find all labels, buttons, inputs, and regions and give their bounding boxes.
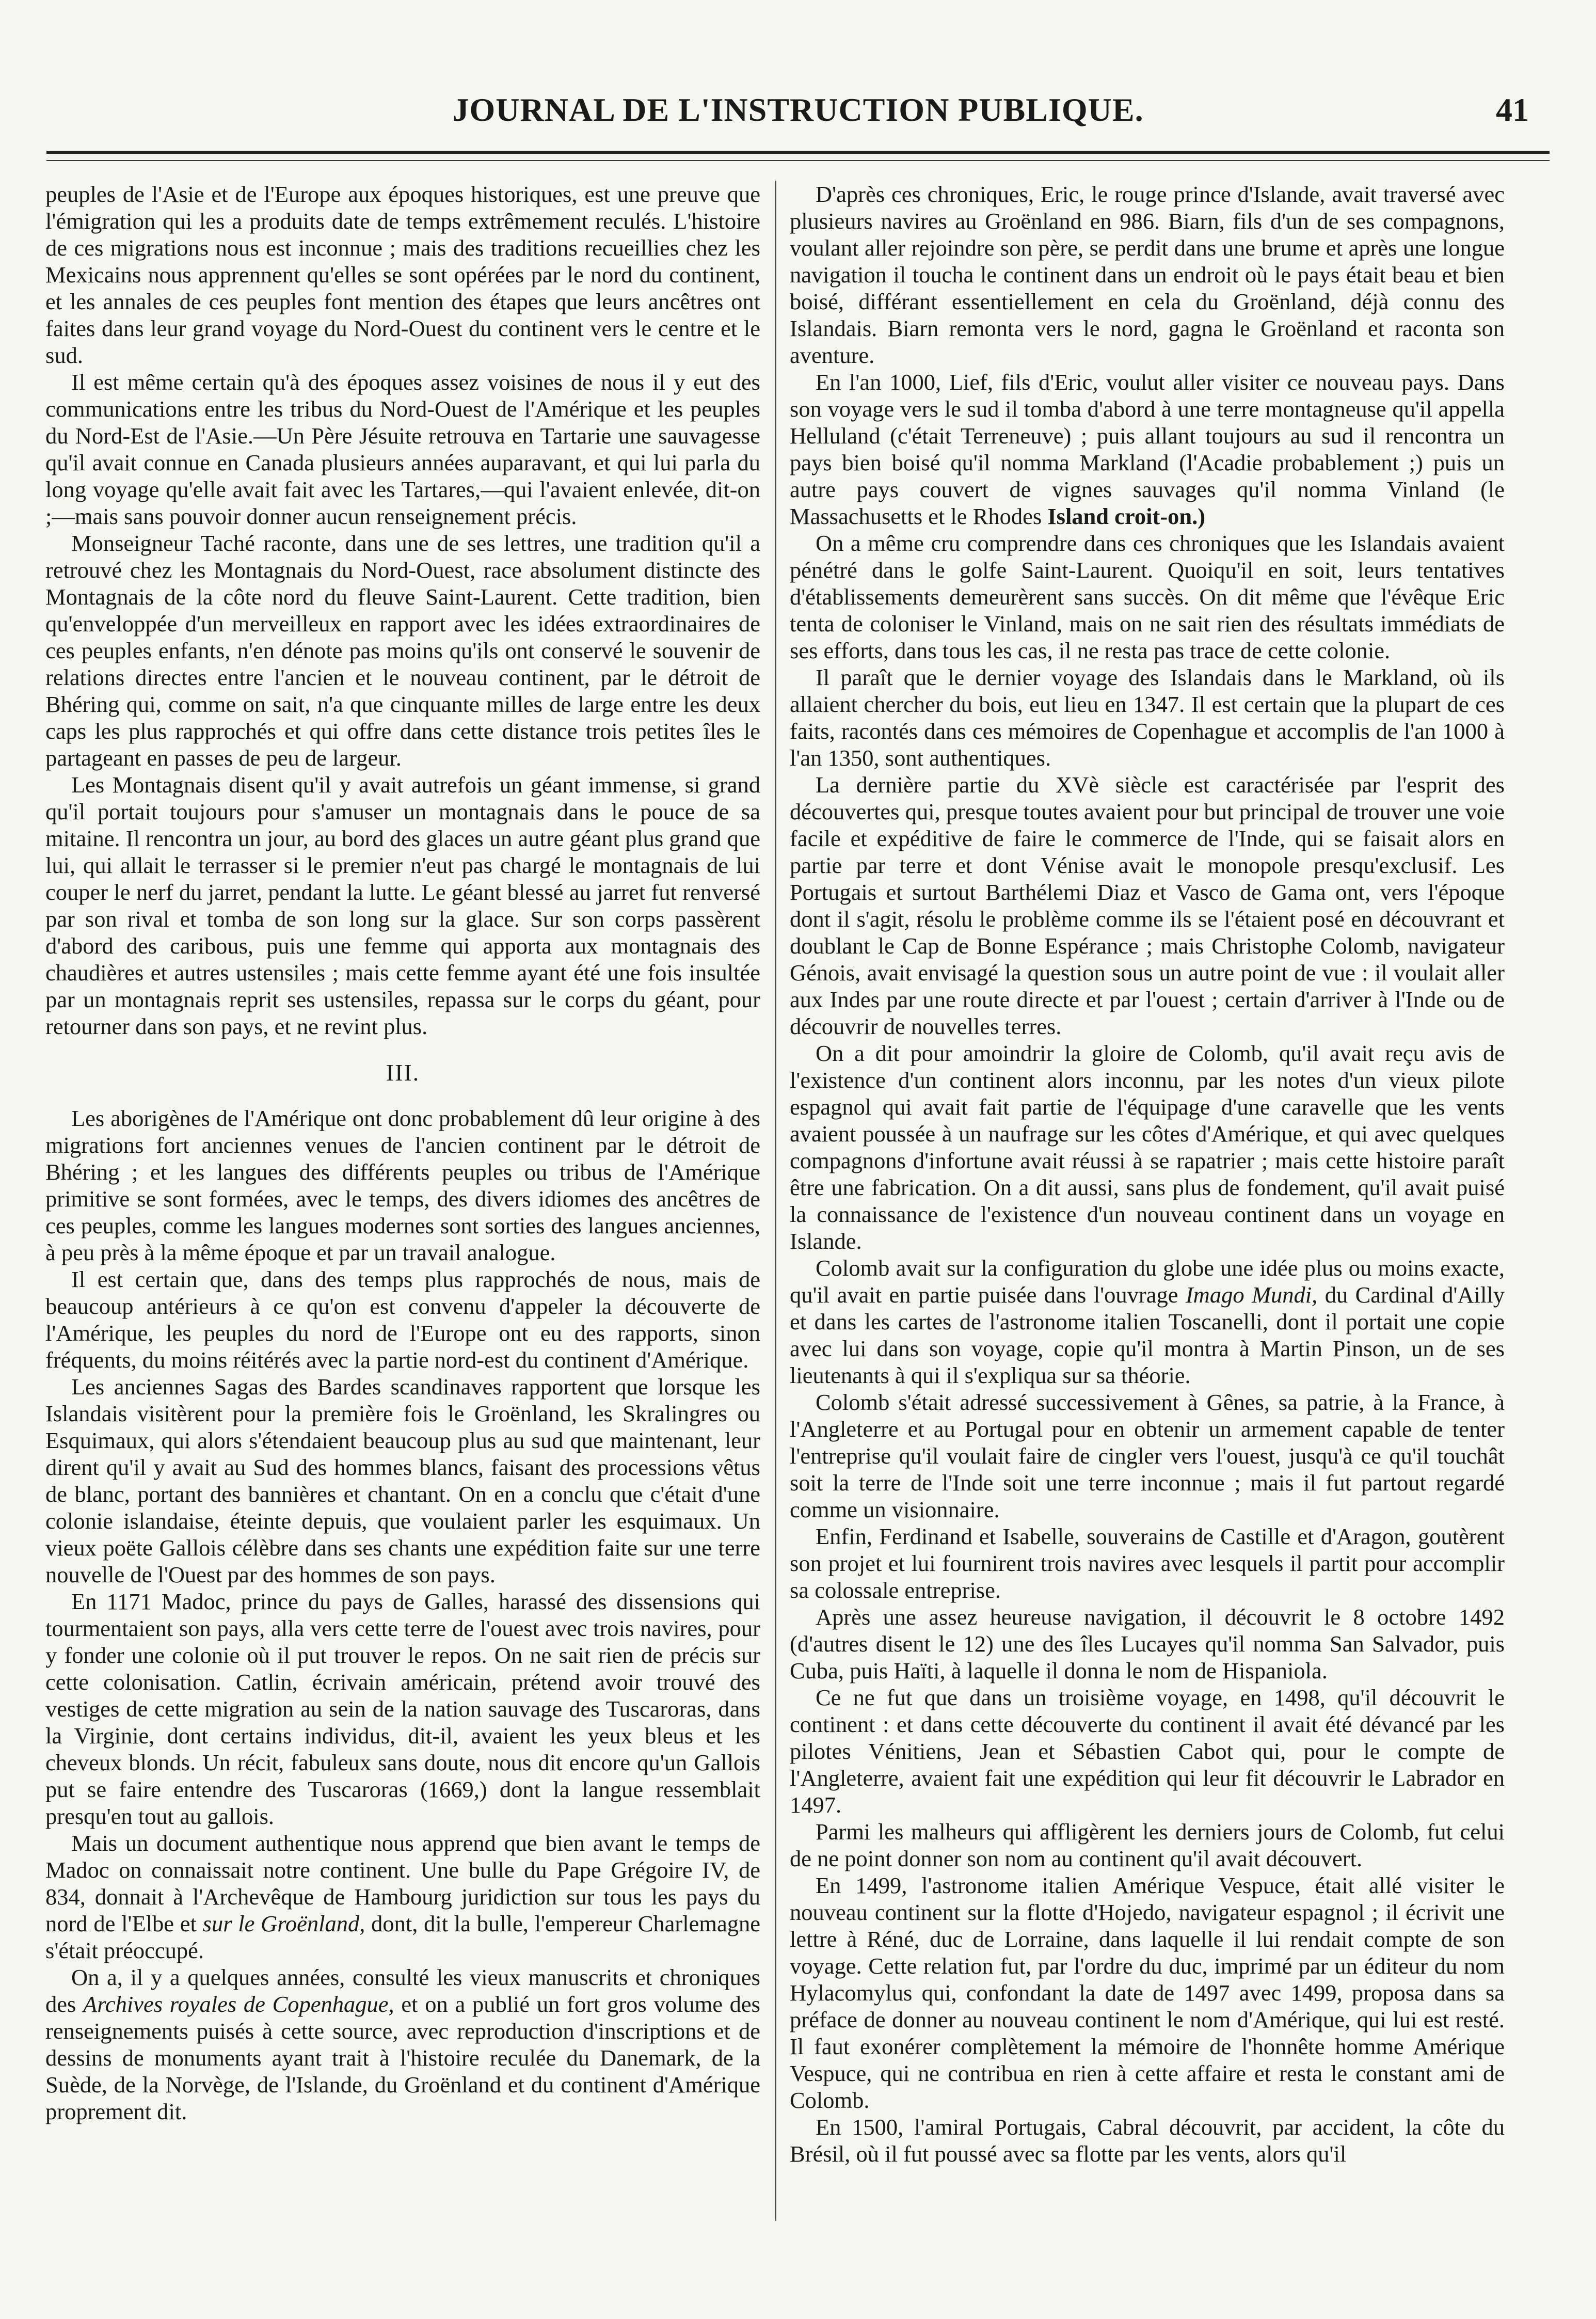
paragraph: D'après ces chroniques, Eric, le rouge prince d'Islande, avait traversé avec plusieurs navires au Groënland en 986. Biarn, fils d'un de ses compagnons, voulant aller rejoindre son père, se perdit dans une brume et après une longue navigation il toucha le continent dans un endroit où le pays était beau et bien boisé, différant essentiellement en cela du Groënland, déjà connu des Islandais. Biarn remonta vers le nord, gagna le Groënland et raconta son aventure. — [790, 181, 1505, 368]
running-title: JOURNAL DE L'INSTRUCTION PUBLIQUE. — [452, 91, 1144, 128]
emphasis-text: Imago Mundi, — [1185, 1282, 1318, 1308]
paragraph: On a même cru comprendre dans ces chroniques que les Islandais avaient pénétré dans le golfe Saint-Laurent. Quoiqu'il en soit, leurs tentatives d'établissements demeurèrent sans succès. On dit même que l'évêque Eric tenta de coloniser le Vinland, mais on ne sait rien des résultats immédiats de ses efforts, dans tous les cas, il ne resta pas trace de cette colonie. — [790, 530, 1505, 663]
paragraph: Enfin, Ferdinand et Isabelle, souverains de Castille et d'Aragon, goutèrent son projet et lui fournirent trois navires avec lesquels il partit pour accomplir sa colossale entreprise. — [790, 1523, 1505, 1603]
text-run: Colomb avait sur la configuration du globe une idée plus ou moins exacte, qu'il avait en partie puisée dans l'ouvrage — [790, 1255, 1505, 1308]
right-column — [790, 181, 1505, 2221]
paragraph: Il paraît que le dernier voyage des Islandais dans le Markland, où ils allaient chercher du bois, eut lieu en 1347. Il est certain que la plupart de ces faits, racontés dans ces mémoires de Copenhague et accomplis de l'an 1000 à l'an 1350, sont authentiques. — [790, 664, 1505, 771]
paragraph: Monseigneur Taché raconte, dans une de ses lettres, une tradition qu'il a retrouvé chez les Montagnais du Nord-Ouest, race absolument distincte des Montagnais de la côte nord du fleuve Saint-Laurent. Cette tradition, bien qu'enveloppée d'un merveilleux en rapport avec les idées extraordinaires de ces peuples enfants, n'en dénote pas moins qu'ils ont conservé le souvenir de relations directes entre l'ancien et le nouveau continent, par le détroit de Bhéring qui, comme on sait, n'a que cinquante milles de large entre les deux caps les plus rapprochés et qui offre dans cette distance trois petites îles le partageant en passes de peu de largeur. — [45, 530, 760, 771]
paragraph: Parmi les malheurs qui affligèrent les derniers jours de Colomb, fut celui de ne point donner son nom au continent qu'il avait découvert. — [790, 1819, 1505, 1871]
text-run: et on a publié un fort gros volume des renseignements puisés à cette source, avec reproduction d'inscriptions et de dessins de monuments ayant trait à l'histoire reculée du Danemark, de la Suède, de la Norvège, de l'Islande, du Groënland et du continent d'Amérique proprement dit. — [45, 1991, 760, 2124]
paragraph: En 1500, l'amiral Portugais, Cabral découvrit, par accident, la côte du Brésil, où il fut poussé avec sa flotte par les vents, alors qu'il — [790, 2114, 1505, 2167]
page-number: 41 — [1496, 91, 1529, 128]
paragraph — [45, 1830, 760, 1964]
text-run: dont, dit la bulle, l'empereur Charlemagne s'était préoccupé. — [45, 1911, 760, 1963]
paragraph: En 1171 Madoc, prince du pays de Galles, harassé des dissensions qui tourmentaient son pays, alla vers cette terre de l'ouest avec trois navires, pour y fonder une colonie où il put trouver le repos. On ne sait rien de précis sur cette colonisation. Catlin, écrivain américain, prétend avoir trouvé des vestiges de cette migration au sein de la nation sauvage des Tuscaroras, dans la Virginie, dont certains individus, dit-il, avaient les yeux bleus et les cheveux blonds. Un récit, fabuleux sans doute, nous dit encore qu'un Gallois put se faire entendre des Tuscaroras (1669,) dont la langue ressemblait presqu'en tout au gallois. — [45, 1589, 760, 1829]
paragraph: Il est certain que, dans des temps plus rapprochés de nous, mais de beaucoup antérieurs à ce qu'on est convenu d'appeler la découverte de l'Amérique, les peuples du nord de l'Europe ont eu des rapports, sinon fréquents, du moins réitérés avec la partie nord-est du continent d'Amérique. — [45, 1266, 760, 1373]
left-column — [45, 181, 760, 2221]
header-rule-thin — [46, 160, 1550, 161]
paragraph: Les aborigènes de l'Amérique ont donc probablement dû leur origine à des migrations fort anciennes venues de l'ancien continent par le détroit de Bhéring ; et les langues des différents peuples ou tribus de l'Amérique primitive se sont formées, avec le temps, des divers idiomes des ancêtres de ces peuples, comme les langues modernes sont sorties des langues anciennes, à peu près à la même époque et par un travail analogue. — [45, 1105, 760, 1265]
page-header — [46, 91, 1550, 137]
bold-text: Island croit-on.) — [1047, 503, 1206, 529]
paragraph — [45, 1964, 760, 2125]
paragraph: La dernière partie du XVè siècle est caractérisée par l'esprit des découvertes qui, presque toutes avaient pour but principal de trouver une voie facile et expéditive de faire le commerce de l'Inde, qui se faisait alors en partie par terre et dont Vénise avait le monopole presqu'exclusif. Les Portugais et surtout Barthélemi Diaz et Vasco de Gama ont, vers l'époque dont il s'agit, résolu le problème comme ils se l'étaient posé en découvrant et doublant le Cap de Bonne Espérance ; mais Christophe Colomb, navigateur Génois, avait envisagé la question sous un autre point de vue : il voulait aller aux Indes par une route directe et par l'ouest ; certain d'arriver à l'Inde ou de découvrir de nouvelles terres. — [790, 772, 1505, 1039]
text-run: du Cardinal d'Ailly et dans les cartes de l'astronome italien Toscanelli, dont il portait une copie avec lui dans son voyage, copie qu'il montra à Martin Pinson, un de ses lieutenants à qui il s'expliqua sur sa théorie. — [790, 1282, 1505, 1388]
section-heading: III. — [386, 1059, 420, 1086]
paragraph: On a dit pour amoindrir la gloire de Colomb, qu'il avait reçu avis de l'existence d'un continent alors inconnu, par les notes d'un vieux pilote espagnol qui avait fait partie de l'équipage d'une caravelle que les vents avaient poussée à un naufrage sur les côtes d'Amérique, et qui avec quelques compagnons d'infortune avait réussi à se rapatrier ; mais cette histoire paraît être une fabrication. On a dit aussi, sans plus de fondement, qu'il avait puisé la connaissance de l'existence d'un nouveau continent dans un voyage en Islande. — [790, 1040, 1505, 1254]
text-run: Mais un document authentique nous apprend que bien avant le temps de Madoc on connaissait notre continent. Une bulle du Pape Grégoire IV, de 834, donnait à l'Archevêque de Hambourg juridiction sur tous les pays du nord de l'Elbe et — [45, 1830, 760, 1936]
paragraph: peuples de l'Asie et de l'Europe aux époques historiques, est une preuve que l'émigration qui les a produits date de temps extrêmement reculés. L'histoire de ces migrations nous est inconnue ; mais des traditions recueillies chez les Mexicains nous apprennent qu'elles se sont opérées par le nord du continent, et les annales de ces peuples font mention des étapes que leurs ancêtres ont faites dans leur grand voyage du Nord-Ouest du continent vers le centre et le sud. — [45, 181, 760, 368]
column-divider — [775, 181, 776, 2221]
text-run: En l'an 1000, Lief, fils d'Eric, voulut aller visiter ce nouveau pays. Dans son voyage vers le sud il tomba d'abord à une terre montagneuse qu'il appella Helluland (c'était Terreneuve) ; puis allant toujours au sud il rencontra un pays bien boisé qu'il nomma Markland (l'Acadie probablement ;) puis un autre pays couvert de vignes sauvages qu'il nomma Vinland (le Massachusetts et le Rhodes — [790, 369, 1505, 529]
paragraph: Après une assez heureuse navigation, il découvrit le 8 octobre 1492 (d'autres disent le 12) une des îles Lucayes qu'il nomma San Salvador, puis Cuba, puis Haïti, à laquelle il donna le nom de Hispaniola. — [790, 1604, 1505, 1683]
paragraph — [790, 1254, 1505, 1389]
paragraph: Les Montagnais disent qu'il y avait autrefois un géant immense, si grand qu'il portait toujours pour s'amuser un montagnais dans le pouce de sa mitaine. Il rencontra un jour, au bord des glaces un autre géant plus grand que lui, qui allait le terrasser si le premier n'eut pas chargé le montagnais de lui couper le nerf du jarret, pendant la lutte. Le géant blessé au jarret fut renversé par son rival et tomba de son long sur la glace. Sur son corps passèrent d'abord des caribous, puis une femme qui apporta aux montagnais des chaudières et autres ustensiles ; mais cette femme ayant été une fois insultée par un montagnais reprit ses ustensiles, repassa sur le corps du géant, pour retourner dans son pays, et ne revint plus. — [45, 772, 760, 1039]
text-run: On a, il y a quelques années, consulté les vieux manuscrits et chroniques des — [45, 1964, 760, 2017]
paragraph: Les anciennes Sagas des Bardes scandinaves rapportent que lorsque les Islandais visitèrent pour la première fois le Groënland, les Skralingres ou Esquimaux, qui alors s'étendaient beaucoup plus au sud que maintenant, leur dirent qu'il y avait au Sud des hommes blancs, faisant des processions vêtus de blanc, portant des bannières et chantant. On en a conclu que c'était d'une colonie islandaise, éteinte depuis, que voulaient parler les esquimaux. Un vieux poëte Gallois célèbre dans ses chants une expédition faite sur une terre nouvelle de l'Ouest par des hommes de son pays. — [45, 1374, 760, 1587]
header-rule-thick — [46, 151, 1550, 154]
emphasis-text: Archives royales de Copenhague, — [83, 1991, 394, 2017]
paragraph: En 1499, l'astronome italien Amérique Vespuce, était allé visiter le nouveau continent sur la flotte d'Hojedo, navigateur espagnol ; il écrivit une lettre à Réné, duc de Lorraine, dans laquelle il lui rendait compte de son voyage. Cette relation fut, par l'ordre du duc, imprimé par un éditeur du nom Hylacomylus qui, confondant la date de 1497 avec 1499, proposa dans sa préface de donner au nouveau continent le nom d'Amérique, qui lui est resté. Il faut exonérer complètement la mémoire de l'honnête homme Amérique Vespuce, qui ne contribua en rien à cette affaire et resta le constant ami de Colomb. — [790, 1872, 1505, 2113]
paragraph — [790, 369, 1505, 530]
paragraph: Il est même certain qu'à des époques assez voisines de nous il y eut des communications entre les tribus du Nord-Ouest de l'Amérique et les peuples du Nord-Est de l'Asie.—Un Père Jésuite retrouva en Tartarie une sauvagesse qu'il avait connue en Canada plusieurs années auparavant, et qui lui parla du long voyage qu'elle avait fait avec les Tartares,—qui l'avaient enlevée, dit-on ;—mais sans pouvoir donner aucun renseignement précis. — [45, 369, 760, 529]
emphasis-text: sur le Groënland, — [202, 1911, 365, 1936]
paragraph: Colomb s'était adressé successivement à Gênes, sa patrie, à la France, à l'Angleterre et au Portugal pour en obtenir un armement capable de tenter l'entreprise qu'il voulait faire de cingler vers l'ouest, jusqu'à ce qu'il touchât soit la terre de l'Inde soit une terre inconnue ; mais il fut partout regardé comme un visionnaire. — [790, 1389, 1505, 1522]
paragraph: Ce ne fut que dans un troisième voyage, en 1498, qu'il découvrit le continent : et dans cette découverte du continent il avait été dévancé par les pilotes Vénitiens, Jean et Sébastien Cabot qui, pour le compte de l'Angleterre, avaient fait une expédition qui leur fit découvrir le Labrador en 1497. — [790, 1685, 1505, 1818]
